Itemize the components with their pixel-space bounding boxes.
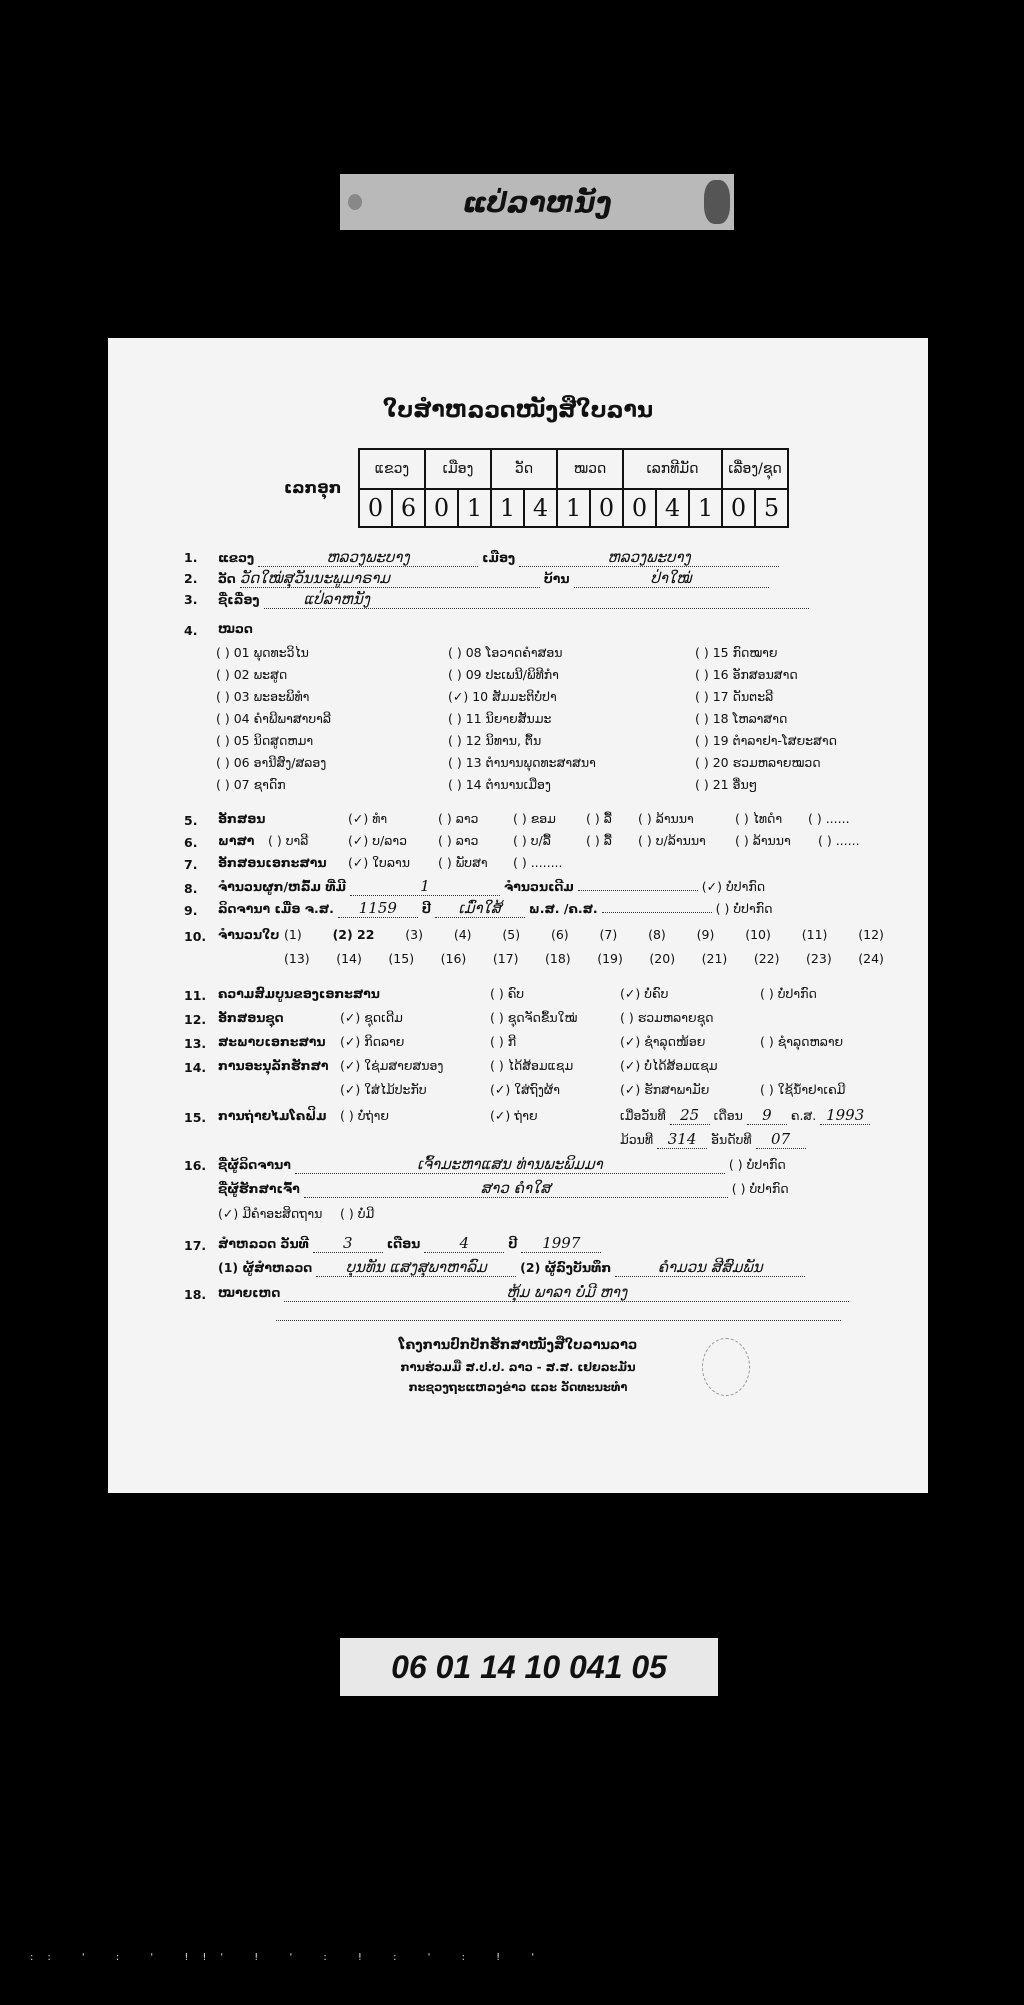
leaf-count: (11) [801,927,828,942]
header-label-text: ແປ່ລາຫນັງ [462,185,612,219]
province-value: ຫລວງພະບາງ [258,548,478,567]
footer-code: 06 01 14 10 041 05 [340,1638,718,1696]
remarks-line-2 [276,1308,841,1324]
field-label: ຊື່ເລື່ອງ [218,592,260,607]
condition-label: ສະພາບເອກະສານ [218,1034,326,1049]
year-name: ເມົ່າໃສ້ [435,899,525,918]
leaf-count: (15) [388,951,415,966]
code-header-cell: ເລື່ອງ/ຊຸດ [722,449,788,489]
leaf-count: (12) [858,927,884,942]
field-label: (1) ຜູ້ສຳຫລວດ [218,1260,313,1275]
category-option: ( ) 18 ໂຫລາສາດ [695,711,788,726]
village-value: ປ່າໃໝ່ [574,569,769,588]
blank-line [276,1308,841,1321]
ink-blot [704,180,730,224]
footer-line: ໂຄງການປົກປັກຮັກສາໜັງສືໃບລານລາວ [398,1338,638,1353]
set-label: ອັກສອນຊຸດ [218,1010,284,1025]
category-option: ( ) 08 ໂອວາດຄຳສອນ [448,645,563,660]
title-value: ແປ່ລາຫນັງ [264,590,809,609]
field-keeper [218,1179,789,1198]
material-label: ອັກສອນເອກະສານ [218,855,327,870]
set-option: ( ) ຊຸດຈັດຂຶ້ນໃໝ່ [490,1010,578,1025]
index-number: 07 [756,1130,806,1149]
field-number: 17. [184,1238,207,1253]
leaf-count: (4) [453,927,472,942]
script-label: ອັກສອນ [218,811,266,826]
field-label: ຊື່ຜູ້ຮັກສາເຈົ້າ [218,1181,300,1196]
leaf-count: (8) [648,927,666,942]
code-digit-row [359,489,788,527]
field-label: (2) ຜູ້ລົງບັນທຶກ [520,1260,612,1275]
category-option: ( ) 21 ອື່ນໆ [695,777,758,792]
field-label: ມ້ວນທີ [620,1132,654,1147]
language-option: ( ) ລາວ [438,833,479,848]
category-option: ( ) 16 ອັກສອນສາດ [695,667,798,682]
language-option: ( ) ບ/ລ້ານນາ [638,833,706,848]
colophon-option: (✓) ມີຄໍາອະສິດຖານ [218,1206,323,1221]
condition-option: (✓) ກິດລາຍ [340,1034,405,1049]
code-digit: 0 [590,489,623,527]
bundle-count: 1 [350,877,500,896]
film-month: 9 [747,1106,787,1125]
field-label: ເດືອນ [386,1236,421,1251]
cs-year: 1159 [338,899,418,918]
preservation-option: (✓) ໃຊ່ມສາຍສນອງ [340,1058,444,1073]
completeness-label: ຄວາມສົມບູນຂອງເອກະສານ [218,986,380,1001]
field-number: 9. [184,903,198,918]
field-label: ຈຳນວນເດີມ [504,879,574,894]
remarks-value: ຫຸ້ມ ພາລາ ບໍ່ມີ ຫາງ [284,1283,849,1302]
category-option: ( ) 09 ປະເພນີ/ພິທີກຳ [448,667,559,682]
field-label: ປີ [508,1236,518,1251]
code-table [358,448,789,528]
preservation-option: (✓) ໃສ່ໄມ້ປະກັບ [340,1082,427,1097]
colophon-option: ( ) ບໍ່ມີ [340,1206,375,1221]
preservation-option: ( ) ໃຊ້ນ້ຳຢາເຄມີ [760,1082,846,1097]
leaf-count: (10) [745,927,771,942]
script-option: ( ) ລາວ [438,811,479,826]
blank-line [578,890,698,891]
material-option: ( ) ພັບສາ [438,855,488,870]
field-number: 15. [184,1110,207,1125]
category-option: ( ) 05 ນິດສູດຫມາ [216,733,314,748]
code-digit: 4 [656,489,689,527]
code-digit: 6 [392,489,425,527]
code-digit: 0 [623,489,656,527]
field-label: ປີ [421,901,431,916]
field-remarks [218,1283,849,1302]
field-number: 14. [184,1060,207,1075]
leaf-count: (6) [550,927,569,942]
field-number: 1. [184,550,198,565]
category-option: ( ) 02 ພະສູດ [216,667,288,682]
survey-month: 4 [424,1234,504,1253]
set-option: ( ) ຮວມຫລາຍຊຸດ [620,1010,714,1025]
category-option: ( ) 19 ຕຳລາຢາ-ໂສຍະສາດ [695,733,837,748]
script-option: (✓) ທຳ [348,811,388,826]
microfilm-option: (✓) ຖ່າຍ [490,1108,538,1123]
field-label: ເມືອງ [482,550,516,565]
field-number: 6. [184,835,198,850]
completeness-option: ( ) ຄົບ [490,986,525,1001]
code-digit: 1 [458,489,491,527]
category-option: ( ) 17 ດັນຕະລີ [695,689,774,704]
field-number: 3. [184,592,198,607]
preservation-option: ( ) ໄດ້ສ້ອມແຊມ [490,1058,574,1073]
roll-number: 314 [657,1130,707,1149]
field-number: 8. [184,881,198,896]
language-option: ( ) ບາລີ [268,833,309,848]
leaf-count: (21) [701,951,728,966]
material-option: ( ) ........ [513,855,563,870]
category-option: ( ) 03 ພະອະພິທຳ [216,689,310,704]
field-donor [218,1155,786,1174]
field-number: 16. [184,1158,207,1173]
field-label: ແຂວງ [218,550,255,565]
field-number: 13. [184,1036,207,1051]
footer-line: ການຮ່ວມມື ສ.ປ.ປ. ລາວ - ສ.ສ. ເຢຍລະມັນ [400,1360,636,1374]
condition-option: ( ) ຊຳລຸດຫລາຍ [760,1034,844,1049]
completeness-option: (✓) ບໍ່ຄົບ [620,986,669,1001]
microfilm-option: ( ) ບໍ່ຖ່າຍ [340,1108,389,1123]
field-option: ( ) ບໍ່ປາກົດ [731,1181,789,1196]
script-option: ( ) ຂອມ [513,811,556,826]
leaves-row-1 [284,927,884,942]
leaf-count: (1) [284,927,302,942]
category-option: ( ) 07 ຊາດົກ [216,777,286,792]
code-header-cell: ໝວດ [557,449,623,489]
temple-value: ວັດໃໝ່ສຸວັນນະພູມາຣາມ [240,569,540,588]
code-digit: 0 [425,489,458,527]
category-option: ( ) 14 ຕຳນານເມືອງ [448,777,551,792]
script-option: ( ) ລື້ [586,811,612,826]
microfilm-date [620,1106,870,1125]
completeness-option: ( ) ບໍ່ປາກົດ [760,986,817,1001]
field-number: 5. [184,813,198,828]
leaf-count: (20) [649,951,676,966]
leaf-count: (3) [405,927,423,942]
ink-blot [348,194,362,210]
field-label: ເດືອນ [713,1108,743,1123]
code-digit: 1 [689,489,722,527]
surveyor-name: ບຸນທັນ ແສງສຸພາຫາລົມ [316,1258,516,1277]
field-option: (✓) ບໍ່ປາກົດ [701,879,766,894]
code-digit: 1 [491,489,524,527]
survey-year: 1997 [521,1234,601,1253]
field-label: ຈຳນວນຜູກ/ຫລົ້ມ ທີ່ມີ [218,879,347,894]
leaf-count: (23) [806,951,832,966]
leaf-count: (13) [284,951,310,966]
code-header-cell: ວັດ [491,449,557,489]
field-label: ເມື່ອວັນທີ [620,1108,666,1123]
field-survey-date [218,1234,601,1253]
field-label: ໝາຍເຫດ [218,1285,281,1300]
film-year: 1993 [820,1106,870,1125]
field-option: ( ) ບໍ່ປາກົດ [715,901,773,916]
code-header-cell: ເມືອງ [425,449,491,489]
language-label: ພາສາ [218,833,255,848]
recorder-name: ຄຳມວນ ສີສົມພັນ [615,1258,805,1277]
preservation-option: (✓) ບໍ່ໄດ້ສ້ອມແຊມ [620,1058,718,1073]
footer-line: ກະຊວງຖະແຫລງຂ່າວ ແລະ ວັດທະນະທຳ [408,1380,628,1394]
film-day: 25 [670,1106,710,1125]
keeper-value: ສາວ ຄຳໃສ [304,1179,728,1198]
code-digit: 1 [557,489,590,527]
language-option: ( ) ບ/ລື້ [513,833,551,848]
field-title [218,590,809,609]
code-digit: 5 [755,489,788,527]
field-label: ສຳຫລວດ ວັນທີ [218,1236,309,1251]
leaves-row-2 [284,951,884,966]
field-label: ອັນດັບທີ [711,1132,752,1147]
code-label: ເລກອຸກ [284,478,342,497]
microfilm-label: ການຖ່າຍໄມໂຄຟິມ [218,1108,327,1123]
leaf-count: (14) [336,951,362,966]
category-option: ( ) 13 ຕຳນານພຸດທະສາສນາ [448,755,596,770]
category-option: ( ) 01 ພຸດທະວິໄນ [216,645,309,660]
language-option: ( ) ລ້ານນາ [735,833,791,848]
field-number: 7. [184,857,198,872]
leaf-count: (9) [696,927,715,942]
category-option: ( ) 12 ນິທານ, ຕຶ້ນ [448,733,542,748]
category-option: (✓) 10 ສັມມະຕິບໍ່ປາ [448,689,557,704]
survey-sheet [108,338,928,1493]
donor-value: ເຈົ້າມະຫາແສນ ທ່ານພະພິມມາ [295,1155,725,1174]
leaf-count: (5) [502,927,521,942]
category-option: ( ) 15 ກົດໝາຍ [695,645,778,660]
field-bundles [218,877,765,896]
leaf-count: (22) [753,951,780,966]
language-option: ( ) ລື້ [586,833,612,848]
category-option: ( ) 06 ອານີສົງ/ສລອງ [216,755,327,770]
category-option: ( ) 11 ນິຍາຍສັນມະ [448,711,552,726]
condition-option: ( ) ກີ [490,1034,517,1049]
field-label: ຊື່ຜູ້ລິດຈານາ [218,1157,291,1172]
form-title: ໃບສຳຫລວດໜັງສືໃບລານ [382,398,654,423]
leaf-count: (16) [440,951,467,966]
field-number: 11. [184,988,207,1003]
field-number: 4. [184,623,198,638]
code-digit: 4 [524,489,557,527]
code-digit: 0 [722,489,755,527]
survey-day: 3 [313,1234,383,1253]
film-edge-marks: :: ' : ' !!' ! ' : ! : ' : ! ' [30,1952,549,1963]
field-label: ວັດ [218,571,236,586]
preservation-option: (✓) ຮັກສາພາມັຍ [620,1082,710,1097]
field-province [218,548,779,567]
preservation-label: ການອະນຸລັກຮັກສາ [218,1058,329,1073]
header-label [340,174,734,230]
faint-stamp [702,1338,750,1396]
script-option: ( ) ໄທດຳ [735,811,783,826]
language-option: ( ) ...... [818,833,860,848]
code-header-cell: ແຂວງ [359,449,425,489]
field-number: 12. [184,1012,207,1027]
code-digit: 0 [359,489,392,527]
field-inscribed [218,899,772,918]
language-option: (✓) ບ/ລາວ [348,833,407,848]
category-option: ( ) 04 ຄຳພີພາສາບາລີ [216,711,332,726]
field-temple [218,569,769,588]
leaf-count: (7) [599,927,618,942]
microfilm-roll [620,1130,806,1149]
condition-option: (✓) ຊຳລຸດໜ້ອຍ [620,1034,706,1049]
script-option: ( ) ລ້ານນາ [638,811,694,826]
material-option: (✓) ໃບລານ [348,855,410,870]
field-number: 18. [184,1287,207,1302]
field-label: ພ.ສ. /ຄ.ສ. [528,901,598,916]
leaf-count: (17) [492,951,519,966]
field-label: ລິດຈານາ ເມື່ອ ຈ.ສ. [218,901,334,916]
field-option: ( ) ບໍ່ປາກົດ [728,1157,786,1172]
field-category-label: ໝວດ [218,621,253,636]
set-option: (✓) ຊຸດເດີມ [340,1010,403,1025]
preservation-option: (✓) ໃສ່ຖົງຜ້າ [490,1082,560,1097]
field-label: ບ້ານ [543,571,570,586]
district-value: ຫລວງພະບາງ [519,548,779,567]
field-label: ຄ.ສ. [790,1108,817,1123]
field-surveyors [218,1258,805,1277]
field-number: 10. [184,929,207,944]
leaves-label: ຈຳນວນໃບ [218,927,280,942]
script-option: ( ) ...... [808,811,850,826]
leaf-count: (24) [858,951,884,966]
category-option: ( ) 20 ຮວມຫລາຍໝວດ [695,755,821,770]
field-number: 2. [184,571,198,586]
blank-line [602,912,712,913]
code-header-cell: ເລກທີມັດ [623,449,722,489]
leaf-count: (19) [597,951,623,966]
code-header-row [359,449,788,489]
leaf-count: (2) 22 [332,927,375,942]
leaf-count: (18) [545,951,571,966]
